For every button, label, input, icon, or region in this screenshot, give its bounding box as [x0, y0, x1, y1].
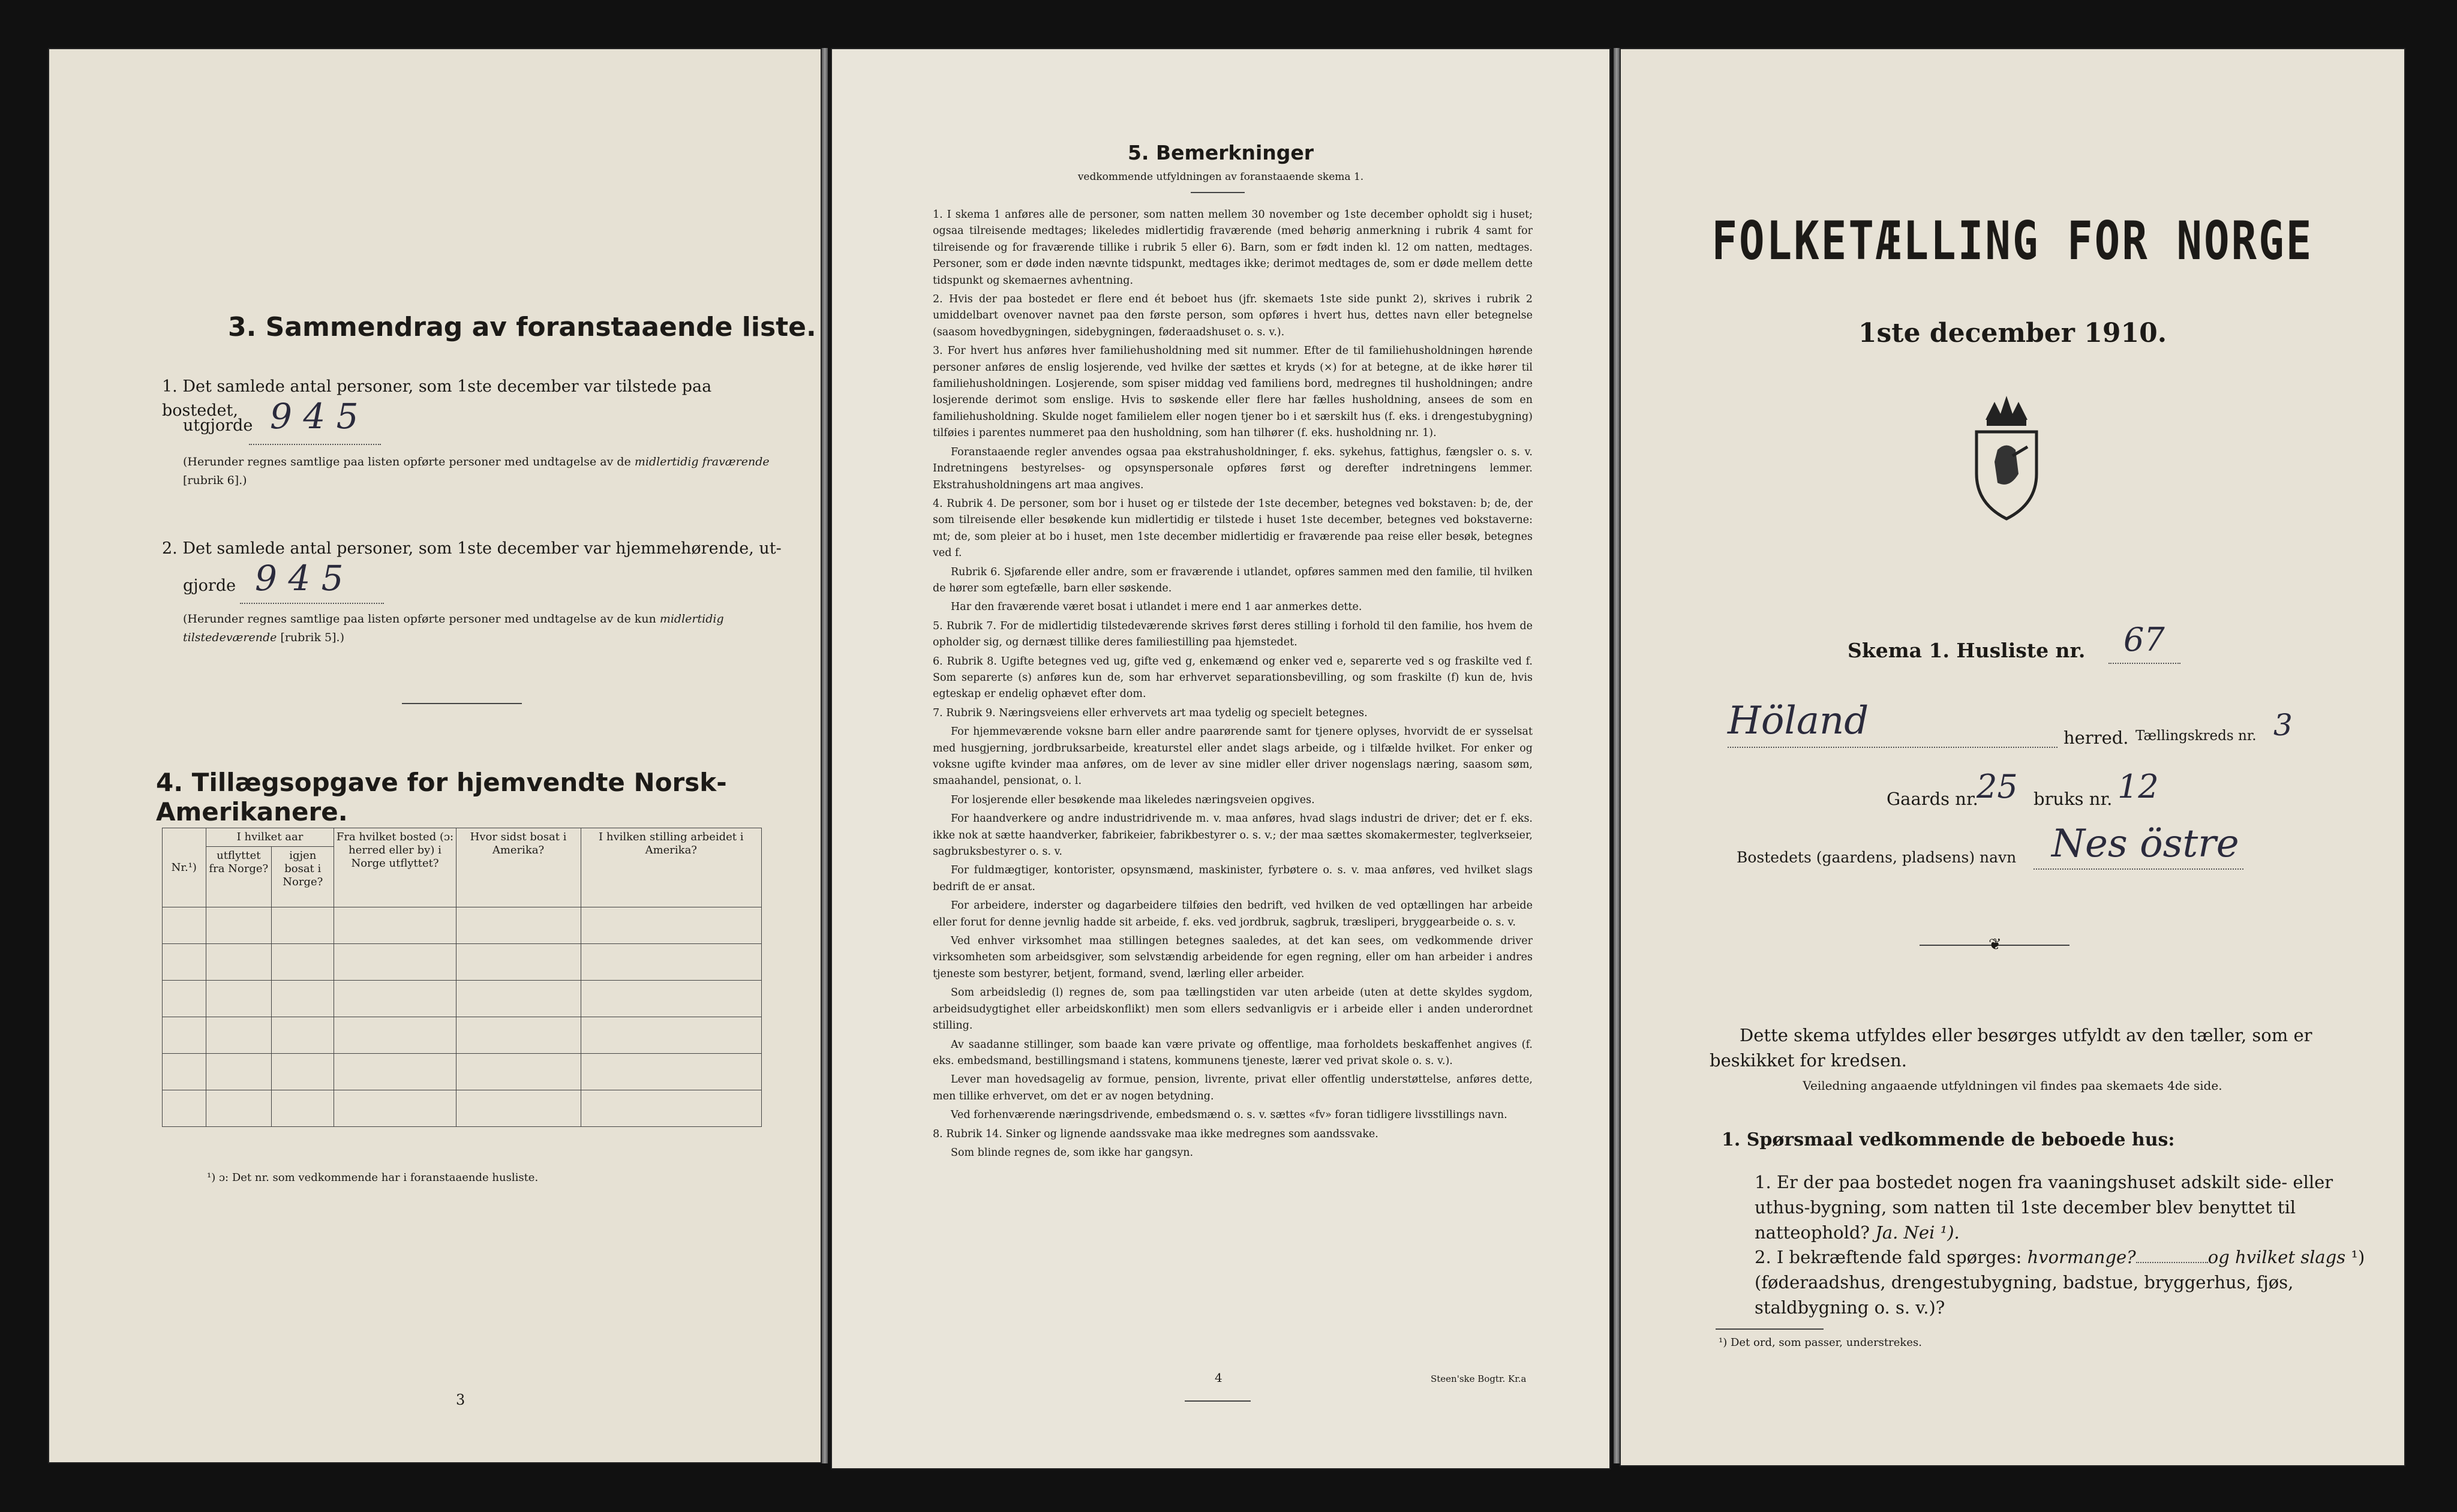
paragraph: Av saadanne stillinger, som baade kan være private og offentlige, maa forholdets beskaffenhet angives (f. eks. embedsmand, bestillingsmand i statens, kommunens tjeneste, lærer ved privat skole o. s. v.).: [933, 1038, 1533, 1067]
table-row: [163, 1090, 762, 1127]
page-left: [48, 48, 822, 1463]
kreds-value: 3: [2273, 708, 2293, 743]
paragraph: Som blinde regnes de, som ikke har gangsyn.: [951, 1146, 1194, 1159]
main-title: FOLKETÆLLING FOR NORGE: [1711, 210, 2314, 272]
bosted-label: Bostedets (gaardens, pladsens) navn: [1737, 849, 2017, 866]
page-number-4: 4: [1215, 1370, 1223, 1385]
item1-prefix: utgjorde: [183, 416, 253, 435]
col-fra-bosted: Fra hvilket bosted (ɔ: herred eller by) i Norge utflyttet?: [334, 828, 456, 907]
paragraph: 6. Rubrik 8. Ugifte betegnes ved ug, gifte ved g, enkemænd og enker ved e, separerte ved s og fraskilte ved f. Som separerte (s) anføres kun de, som har erhvervet separationsbevilling, og som fraskilte (f) kun de, hvis egteskap er endelig ophævet efter dom.: [933, 655, 1533, 701]
page-middle: [831, 48, 1611, 1469]
bruks-label: bruks nr.: [2034, 789, 2113, 809]
paragraph: 3. For hvert hus anføres hver familiehusholdning med sit nummer. Efter de til familiehusholdningen hørende personer anføres de enslig losjerende, ved hvilke der sættes et kryds (×) for at betegne, at de ikke hører til familiehusholdningen. Losjerende, som spiser middag ved familiens bord, medregnes til husholdningen; andre losjerende derimot som enslige. Hvis to søskende eller flere har fælles husholdning, ansees de som en familiehusholdning. Skulde noget familielem eller nogen tjener bo i et særskilt hus (f. eks. i drengestubygning) tilføies i parentes nummeret paa den husholdning, som han tilhører (f. eks. husholdning nr. 1).: [933, 345, 1533, 440]
paragraph: 8. Rubrik 14. Sinker og lignende aandssvake maa ikke medregnes som aandssvake.: [933, 1128, 1378, 1140]
table-row: [163, 981, 762, 1017]
question-2: 2. I bekræftende fald spørges: hvormange? og hvilket slags ¹) (føderaadshus, drengestubygning, badstue, bryggerhus, fjøs, staldbygning o. s. v.)?: [1755, 1247, 2365, 1318]
bemerkninger-subtitle: vedkommende utfyldningen av foranstaaende skema 1.: [1077, 171, 1364, 183]
page-number-3: 3: [456, 1391, 465, 1408]
table-row: [163, 1054, 762, 1090]
bemerkninger-title: 5. Bemerkninger: [1127, 141, 1314, 164]
paragraph: Ved enhver virksomhet maa stillingen betegnes saaledes, at det kan sees, om vedkommende driver virksomheten som arbeidsgiver, som selvstændig arbeidende for egen regning, eller om han arbeider i andres tjeneste som bestyrer, betjent, formand, svend, lærling eller arbeider.: [933, 935, 1533, 980]
bruks-value: 12: [2117, 768, 2159, 805]
col-hvor-bosat: Hvor sidst bosat i Amerika?: [456, 828, 581, 907]
husliste-dotted: [2108, 663, 2180, 664]
question-1: 1. Er der paa bostedet nogen fra vaaningshuset adskilt side- eller uthus-bygning, som natten til 1ste december blev benyttet til natteophold? Ja. Nei ¹).: [1755, 1172, 2333, 1243]
col-nr: Nr.¹): [163, 828, 206, 907]
col-group-year: I hvilket aar: [206, 828, 334, 847]
divider: [1185, 1400, 1251, 1402]
item2-prefix: gjorde: [183, 576, 236, 595]
col-igjen-bosat: igjen bosat i Norge?: [272, 847, 334, 907]
item2-handwritten-value: 9 4 5: [255, 558, 344, 599]
table-row: [163, 907, 762, 944]
questions-heading: 1. Spørsmaal vedkommende de beboede hus:: [1722, 1129, 2175, 1150]
item1-note: (Herunder regnes samtlige paa listen opførte personer med undtagelse av de midlertidig fraværende [rubrik 6].): [183, 455, 770, 487]
paragraph: Lever man hovedsagelig av formue, pension, livrente, privat eller offentlig understøttelse, anføres dette, men tillike erhvervet, om det er av nogen betydning.: [933, 1074, 1533, 1102]
item1-text: 1. Det samlede antal personer, som 1ste december var tilstede paa bostedet,: [162, 377, 712, 420]
herred-value: Höland: [1728, 699, 1869, 743]
instruction-text: Dette skema utfyldes eller besørges utfyldt av den tæller, som er beskikket for kredsen.: [1710, 1025, 2312, 1071]
coat-of-arms-icon: [1962, 384, 2051, 522]
item1-dotted-line: [249, 444, 381, 445]
item2-text: 2. Det samlede antal personer, som 1ste december var hjemmehørende, ut-: [162, 539, 782, 558]
col-utflyttet: utflyttet fra Norge?: [206, 847, 271, 907]
paragraph: 5. Rubrik 7. For de midlertidig tilstedeværende skrives først deres stilling i forhold til den familie, hos hvem de opholder sig, og dernæst tillike deres familiestilling paa hjemstedet.: [933, 620, 1533, 649]
printer-mark: Steen'ske Bogtr. Kr.a: [1431, 1373, 1527, 1384]
divider: [402, 703, 522, 704]
ornament-icon: ❦: [1989, 936, 2002, 954]
paragraph: Rubrik 6. Sjøfarende eller andre, som er fraværende i utlandet, opføres sammen med den familie, til hvilken de hører som egtefælle, barn eller søskende.: [933, 566, 1533, 594]
yes-no-options: Ja. Nei ¹).: [1875, 1222, 1960, 1243]
section3-title: 3. Sammendrag av foranstaaende liste.: [228, 312, 816, 342]
paragraph: Som arbeidsledig (l) regnes de, som paa tællingstiden var uten arbeide (uten at dette skyldes sygdom, arbeidsudygtighet eller arbeidskonflikt) men som ellers sedvanligvis er i arbeide eller i anden underordnet stilling.: [933, 987, 1533, 1032]
page-right: [1620, 48, 2405, 1466]
paragraph: Har den fraværende været bosat i utlandet i mere end 1 aar anmerkes dette.: [951, 601, 1362, 614]
paragraph: For haandverkere og andre industridrivende m. v. maa anføres, hvad slags industri de driver; det er f. eks. ikke nok at sætte haandverker, fabrikeier, fabrikbestyrer o. s. v.; der maa sættes skomakermester, teglverkseier, sagbruksbestyrer o. s. v.: [933, 813, 1533, 858]
paragraph: For losjerende eller besøkende maa likeledes næringsveien opgives.: [951, 793, 1315, 806]
paragraph: Ved forhenværende næringsdrivende, embedsmænd o. s. v. sættes «fv» foran tidligere livsstillings navn.: [951, 1109, 1507, 1122]
husliste-nr-value: 67: [2123, 621, 2165, 659]
paragraph: For fuldmægtiger, kontorister, opsynsmænd, maskinister, fyrbøtere o. s. v. maa anføres, ved hvilket slags bedrift de er ansat.: [933, 864, 1533, 893]
main-title-wrap: [1620, 210, 2405, 272]
norsk-amerikanere-table: [162, 828, 762, 1127]
veiledning-text: Veiledning angaaende utfyldningen vil findes paa skemaets 4de side.: [1803, 1078, 2222, 1093]
gaards-value: 25: [1977, 768, 2018, 805]
paragraph: 2. Hvis der paa bostedet er flere end ét beboet hus (jfr. skemaets 1ste side punkt 2), skrives i rubrik 2 umiddelbart ovenover navnet paa den første person, som opføres i hvert hus, dettes navn eller betegnelse (saasom hovedbygningen, sidebygningen, føderaadshuset o. s. v.).: [933, 293, 1533, 338]
herred-dotted: [1728, 747, 2057, 748]
footnote-divider: [1716, 1328, 1824, 1330]
paragraph: 1. I skema 1 anføres alle de personer, som natten mellem 30 november og 1ste december opholdt sig i huset; ogsaa tilreisende medtages; likeledes midlertidig fraværende (med behørig anmerkning i rubrik 4 samt for tilreisende og for fraværende tillike i rubrik 5 eller 6). Barn, som er født inden kl. 12 om natten, medtages. Personer, som er døde inden nævnte tidspunkt, medtages ikke; derimot medtages de, som er døde mellem dette tidspunkt og skemaernes avhentning.: [933, 209, 1533, 287]
paragraph: 7. Rubrik 9. Næringsveiens eller erhvervets art maa tydelig og specielt betegnes.: [933, 707, 1368, 719]
table-row: [163, 944, 762, 981]
gaards-label: Gaards nr.: [1887, 789, 1978, 809]
census-date: 1ste december 1910.: [1858, 318, 2167, 348]
kreds-label: Tællingskreds nr.: [2135, 728, 2257, 744]
item2-note: (Herunder regnes samtlige paa listen opførte personer med undtagelse av de kun midlertidig tilstedeværende [rubrik 5].): [183, 612, 724, 644]
paragraph: For arbeidere, inderster og dagarbeidere tilføies den bedrift, ved hvilken de ved optællingen har arbeide eller forut for denne jevnlig hadde sit arbeide, f. eks. ved jordbruk, sagbruk, træsliperi, bryggearbeide o. s. v.: [933, 900, 1533, 928]
paragraph: Foranstaaende regler anvendes ogsaa paa ekstrahusholdninger, f. eks. sykehus, fattighus, fængsler o. s. v. Indretningens bestyrelses- og opsynspersonale opføres først og derefter indretningens lemmer. Ekstrahusholdningens art maa angives.: [933, 446, 1533, 491]
table-footnote: ¹) ɔ: Det nr. som vedkommende har i foranstaaende husliste.: [207, 1171, 539, 1184]
bemerkninger-body: [933, 207, 1533, 1164]
section4-title: 4. Tillægsopgave for hjemvendte Norsk-Amerikanere.: [156, 768, 727, 826]
paragraph: 4. Rubrik 4. De personer, som bor i huset og er tilstede der 1ste december, betegnes ved bokstaven: b; de, der som tilreisende eller besøkende kun midlertidig er tilstede i huset 1ste december, betegnes ved bokstaverne: mt; de, som pleier at bo i huset, men 1ste december midlertidig er fraværende paa reise eller besøk, betegnes ved f.: [933, 497, 1533, 560]
divider: [1191, 192, 1245, 193]
page3-footnote: ¹) Det ord, som passer, understrekes.: [1719, 1336, 1922, 1349]
bosted-value: Nes östre: [2051, 822, 2239, 866]
fold-right: [1614, 48, 1620, 1463]
fold-left: [822, 48, 828, 1463]
bosted-dotted: [2034, 868, 2243, 870]
herred-label: herred.: [2063, 728, 2129, 748]
item2-dotted-line: [240, 603, 384, 604]
table-row: [163, 1017, 762, 1054]
col-stilling: I hvilken stilling arbeidet i Amerika?: [581, 828, 761, 907]
skema-label: Skema 1. Husliste nr.: [1848, 639, 2086, 662]
paragraph: For hjemmeværende voksne barn eller andre paarørende samt for tjenere oplyses, hvorvidt de er sysselsat med husgjerning, jordbruksarbeide, kreaturstel eller andet slags arbeide, og i tilfælde hvilket. For enker og voksne ugifte kvinder maa anføres, om de lever av sine midler eller driver nogenslags næring, saasom søm, smaahandel, pensionat, o. l.: [933, 726, 1533, 787]
item1-handwritten-value: 9 4 5: [270, 396, 359, 437]
